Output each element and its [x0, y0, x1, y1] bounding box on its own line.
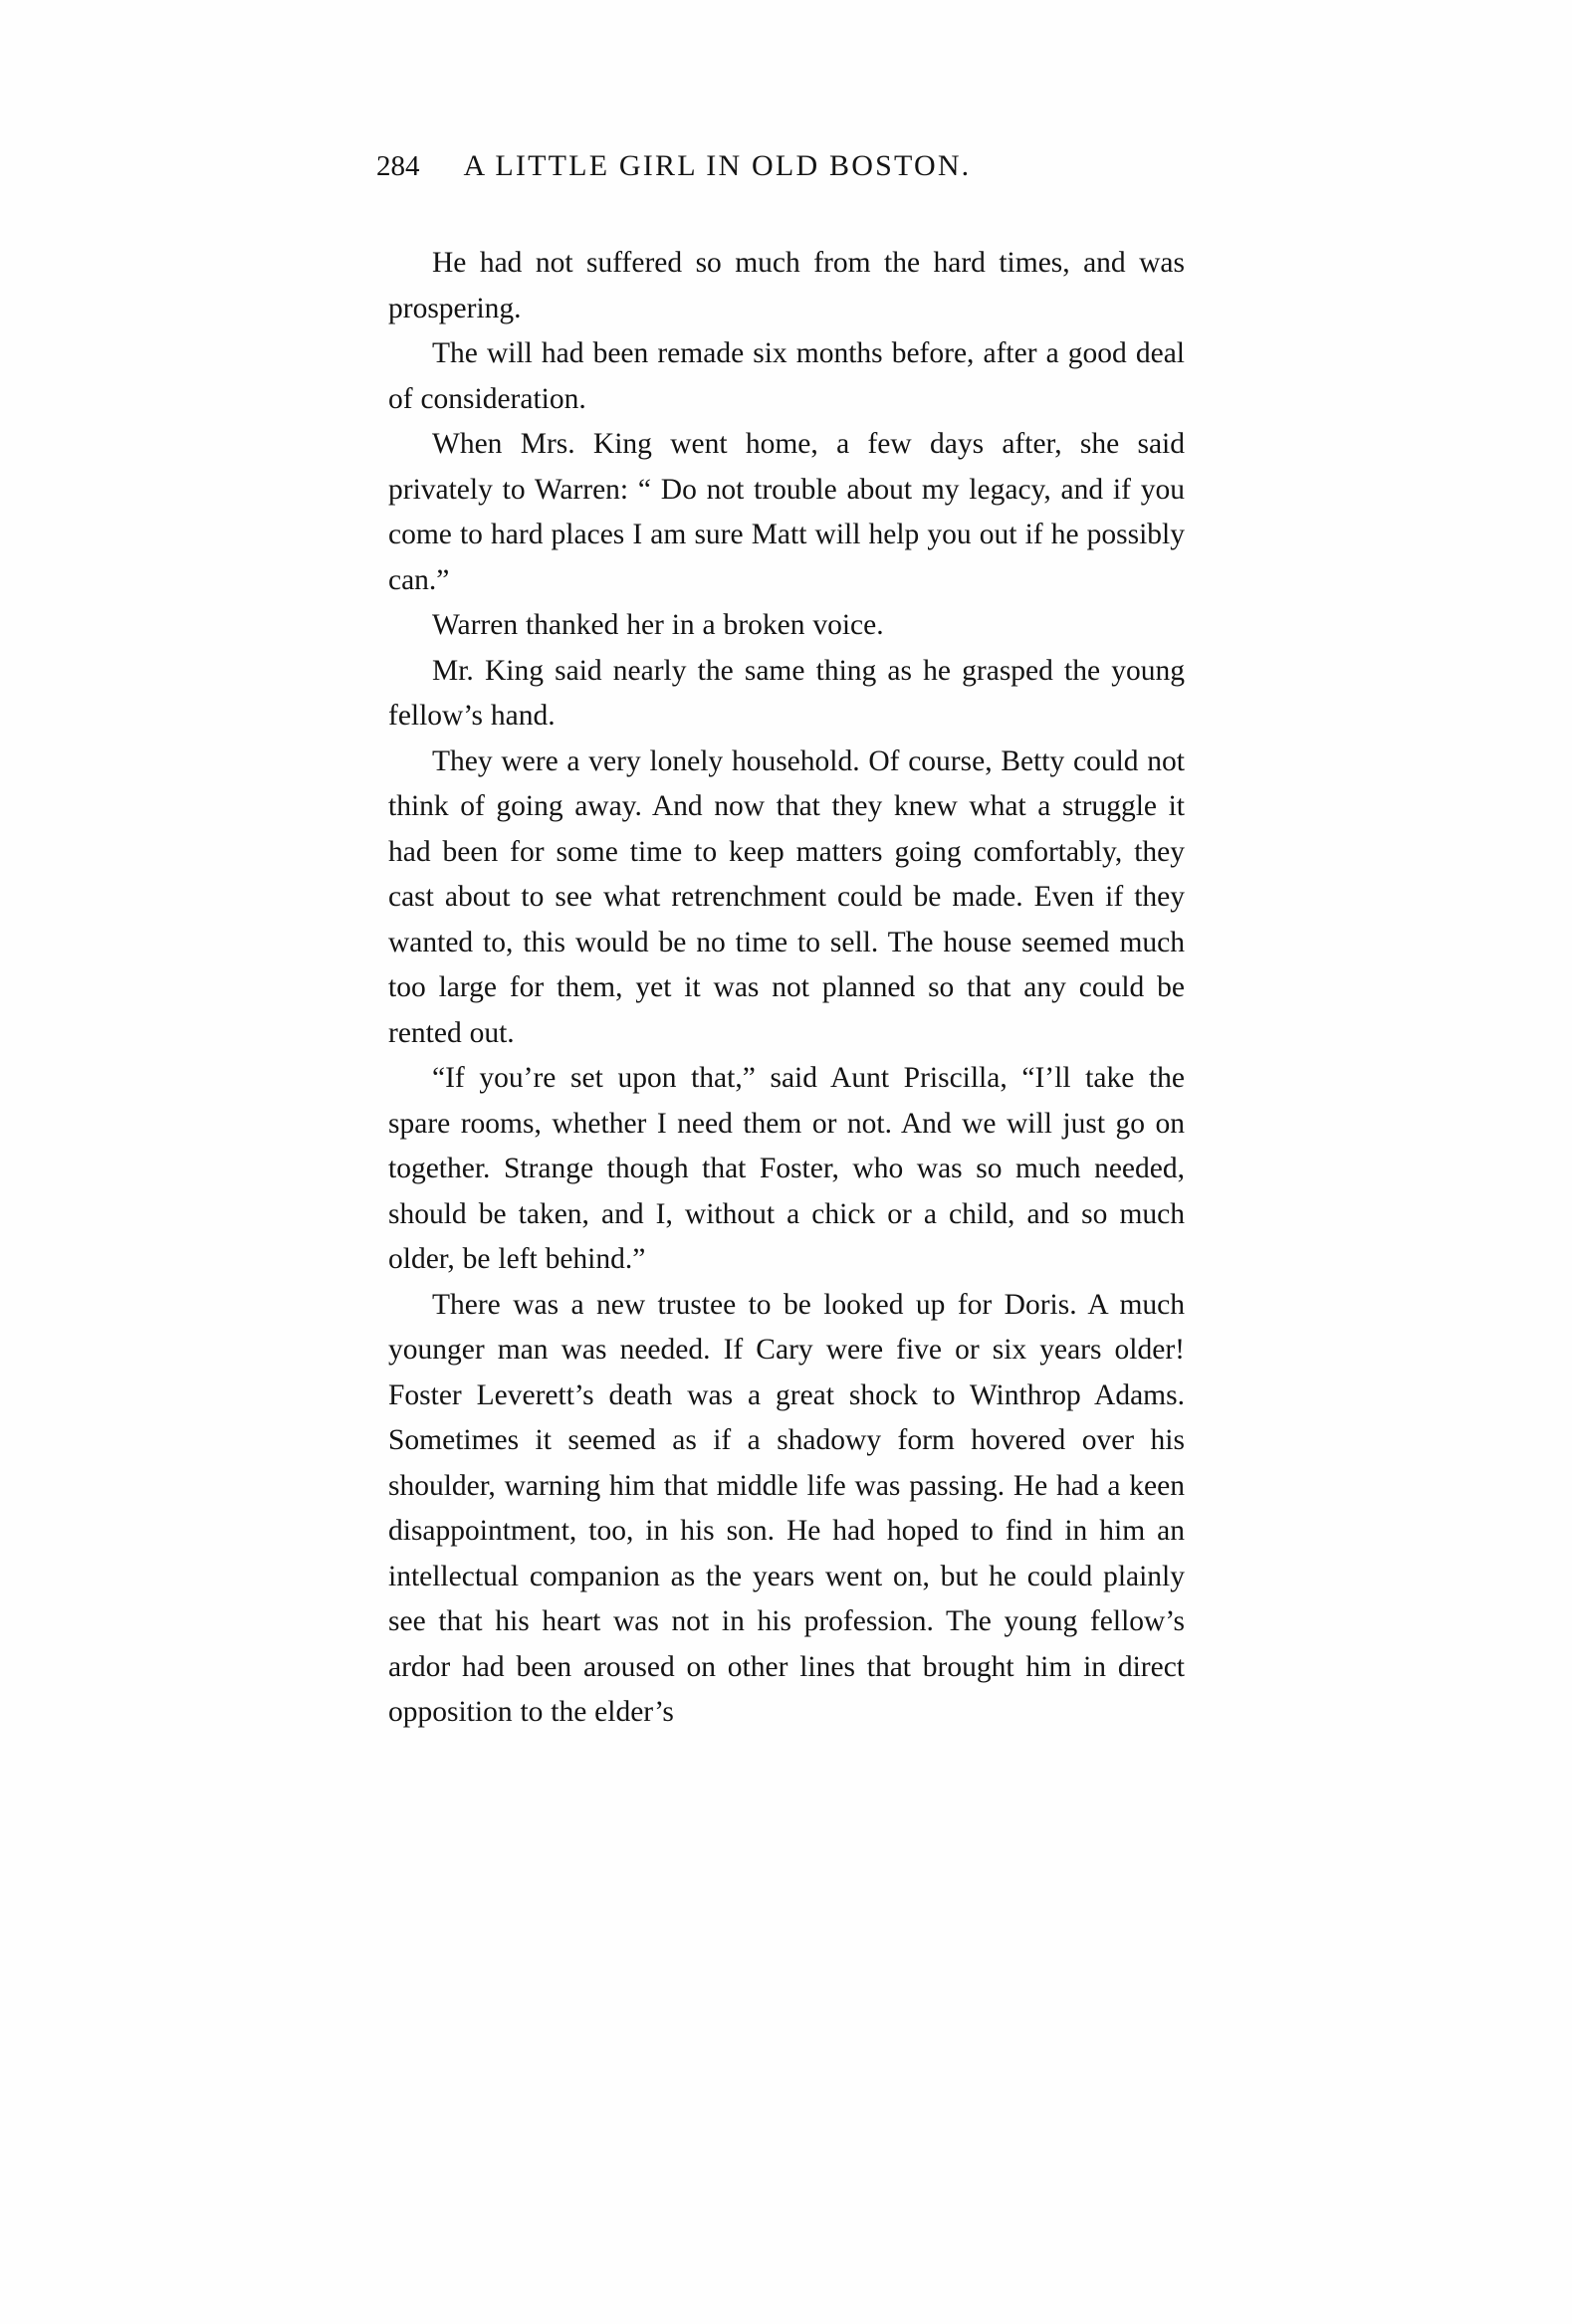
- page-content: [376, 149, 1185, 1736]
- paragraph: When Mrs. King went home, a few days after, she said privately to Warren: “ Do not trouble about my legacy, and if you come to hard places I am sure Matt will help you out if he possibly can.”: [388, 428, 1185, 596]
- paragraph: Mr. King said nearly the same thing as he grasped the young fellow’s hand.: [388, 654, 1185, 732]
- paragraph: The will had been remade six months before, after a good deal of consideration.: [388, 337, 1185, 415]
- running-title: A LITTLE GIRL IN OLD BOSTON.: [463, 149, 972, 182]
- paragraph: “If you’re set upon that,” said Aunt Priscilla, “I’ll take the spare rooms, whether I need them or not. And we will just go on together. Strange though that Foster, who was so much needed, should be taken, and I, without a chick or a child, and so much older, be left behind.”: [388, 1062, 1185, 1275]
- page-number: 284: [376, 150, 420, 182]
- paragraph: Warren thanked her in a broken voice.: [432, 609, 884, 641]
- paragraph: There was a new trustee to be looked up for Doris. A much younger man was needed. If Cary were five or six years older! Foster Leverett’s death was a great shock to Winthrop Adams. Sometimes it seemed as if a shadowy form hovered over his shoulder, warning him that middle life was passing. He had a keen disappointment, too, in his son. He had hoped to find in him an intellectual companion as the years went on, but he could plainly see that his heart was not in his profession. The young fellow’s ardor had been aroused on other lines that brought him in direct opposition to the elder’s: [388, 1288, 1185, 1728]
- body-text: [388, 241, 1185, 1736]
- paragraph: He had not suffered so much from the hard times, and was prospering.: [388, 247, 1185, 324]
- running-head: [376, 149, 1185, 183]
- paragraph: They were a very lonely household. Of course, Betty could not think of going away. And now that they knew what a struggle it had been for some time to keep matters going comfortably, they cast about to see what retrenchment could be made. Even if they wanted to, this would be no time to sell. The house seemed much too large for them, yet it was not planned so that any could be rented out.: [388, 744, 1185, 1049]
